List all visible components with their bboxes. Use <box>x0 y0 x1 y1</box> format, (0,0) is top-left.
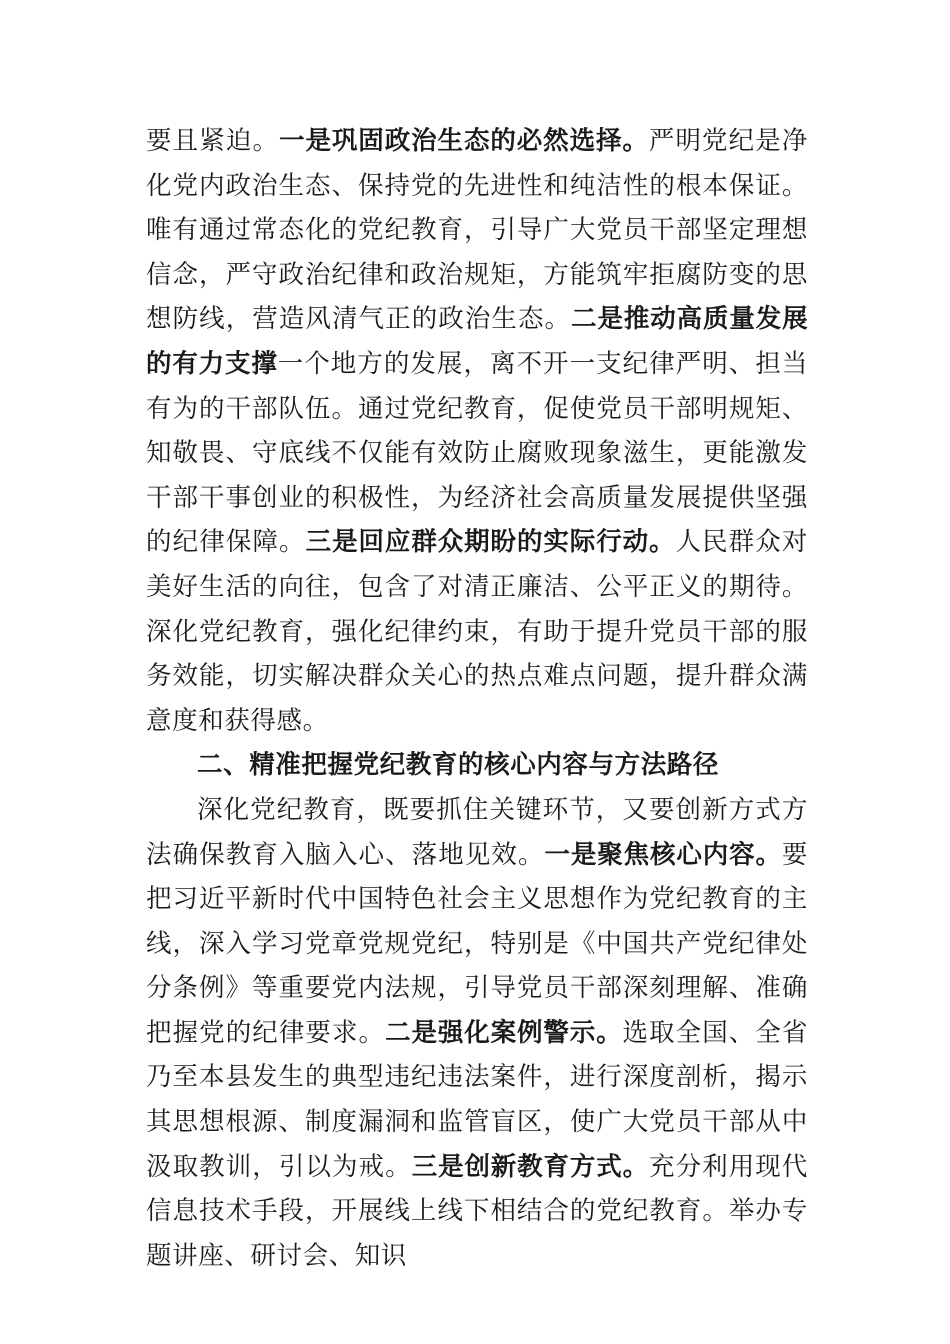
bold-point-two: 二是强化案例警示。 <box>385 1017 623 1048</box>
bold-point-three: 三是创新教育方式。 <box>411 1151 650 1182</box>
bold-point-three: 三是回应群众期盼的实际行动。 <box>305 527 676 558</box>
text-segment: 要把习近平新时代中国特色社会主义思想作为党纪教育的主线，深入学习党章党规党纪，特别是《中国共产党纪律处分条例》等重要党内法规，引导党员干部深刻理解、准确把握党的纪律要求。 <box>146 839 808 1048</box>
text-segment: 人民群众对美好生活的向往，包含了对清正廉洁、公平正义的期待。深化党纪教育，强化纪律约束，有助于提升党员干部的服务效能，切实解决群众关心的热点难点问题，提升群众满意度和获得感。 <box>146 527 808 736</box>
text-segment: 充分利用现代信息技术手段，开展线上线下相结合的党纪教育。举办专题讲座、研讨会、知识 <box>146 1151 808 1271</box>
paragraph-importance <box>146 119 808 743</box>
text-segment: 深化党纪教育，既要抓住关键环节，又要创新方式方法确保教育入脑入心、落地见效。 <box>146 794 808 870</box>
bold-point-one: 一是巩固政治生态的必然选择。 <box>279 126 649 156</box>
document-body <box>146 119 808 1278</box>
bold-point-one: 一是聚焦核心内容。 <box>544 839 782 870</box>
text-segment: 要且紧迫。 <box>146 126 280 156</box>
text-segment: 严明党纪是净化党内政治生态、保持党的先进性和纯洁性的根本保证。唯有通过常态化的党纪教育，引导广大党员干部坚定理想信念，严守政治纪律和政治规矩，方能筑牢拒腐防变的思想防线，营造风清气正的政治生态。 <box>146 126 808 335</box>
text-segment: 选取全国、全省乃至本县发生的典型违纪违法案件，进行深度剖析，揭示其思想根源、制度漏洞和监管盲区，使广大党员干部从中汲取教训，引以为戒。 <box>146 1017 809 1182</box>
text-segment: 一个地方的发展，离不开一支纪律严明、担当有为的干部队伍。通过党纪教育，促使党员干部明规矩、知敬畏、守底线不仅能有效防止腐败现象滋生，更能激发干部干事创业的积极性，为经济社会高质量发展提供坚强的纪律保障。 <box>146 348 808 558</box>
section-heading: 二、精准把握党纪教育的核心内容与方法路径 <box>197 750 720 781</box>
paragraph-methods <box>146 788 808 1279</box>
bold-point-two: 二是推动高质量发展的有力支撑 <box>146 304 808 379</box>
